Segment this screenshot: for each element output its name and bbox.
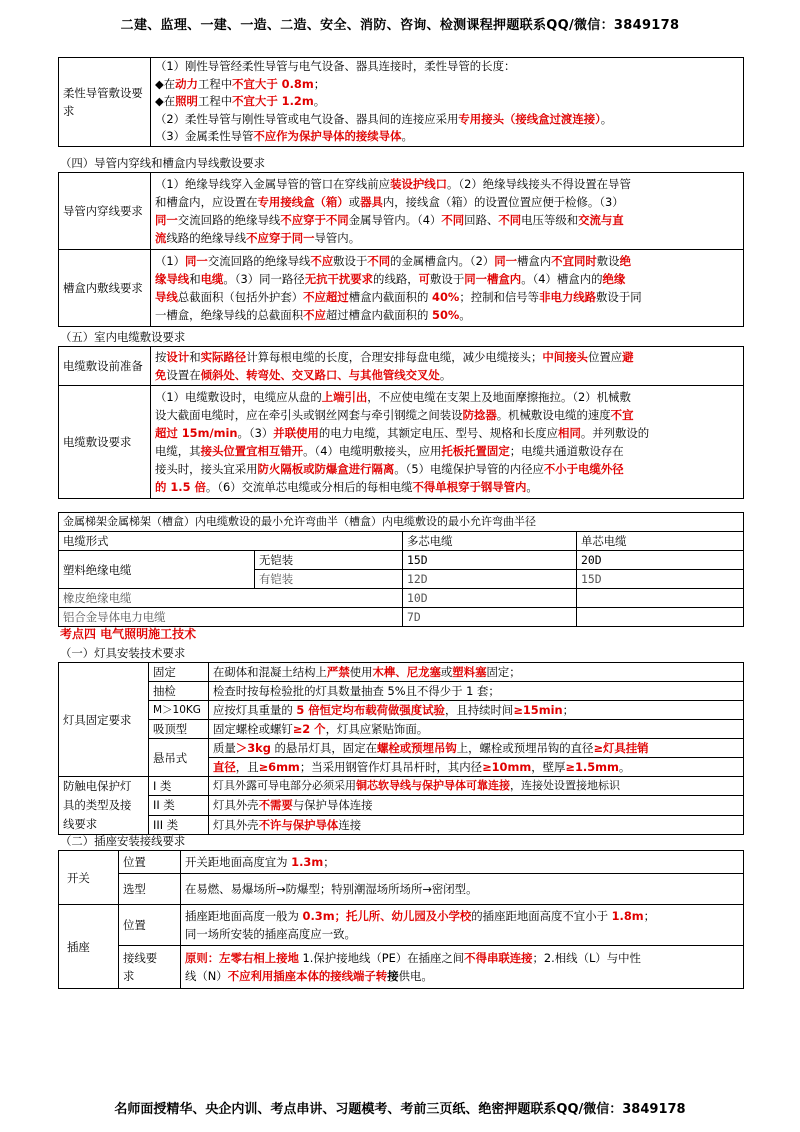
lamp-shock-label: 防触电保护灯 具的类型及接 线要求 — [59, 777, 149, 835]
threading-label: 导管内穿线要求 — [59, 173, 151, 250]
threading-content: （1）绝缘导线穿入金属导管的管口在穿线前应装设护线口。（2）绝缘导线接头不得设置在导管 和槽盒内，应设置在专用接线盒（箱）或器具内，接线盒（箱）的设置位置应便于检修。（3） 同一交流回路的绝缘导线不应穿于不同金属导管内。（4）不同回路、不同电压等级和交流与直 流线路的绝缘导线不应穿于同一导管内。 — [151, 173, 744, 250]
lamp-key: M＞10KG — [149, 701, 209, 720]
lamp-key: 悬吊式 — [149, 739, 209, 777]
section-5-title: （五）室内电缆敷设要求 — [60, 330, 186, 344]
bend-cell — [577, 589, 744, 608]
bend-col-single: 单芯电缆 — [577, 532, 744, 551]
bend-cell: 15D — [403, 551, 577, 570]
switch-label: 开关 — [59, 851, 119, 905]
flex-line-2: ◆在动力工程中不宜大于 0.8m； — [155, 76, 326, 91]
lamp-key: 固定 — [149, 663, 209, 682]
lamp-val: 在砌体和混凝土结构上严禁使用木榫、尼龙塞或塑料塞固定； — [209, 663, 744, 682]
lamp-key: I 类 — [149, 777, 209, 796]
bend-sub-armored: 有铠装 — [255, 570, 403, 589]
flex-line-1: （1）刚性导管经柔性导管与电气设备、器具连接时，柔性导管的长度： — [155, 59, 516, 73]
cable-req-content: （1）电缆敷设时，电缆应从盘的上端引出，不应使电缆在支架上及地面摩擦拖拉。（2）机械敷 设大截面电缆时，应在牵引头或钢丝网套与牵引钢缆之间装设防捻器。机械敷设电缆的速度不宜 超过 15m/min。（3）并联使用的电力电缆，其额定电压、型号、规格和长度应相同。并列敷设的 电缆，其接头位置宜相互错开。（4）电缆明敷接头，应用托板托置固定；电缆共通道敷设存在 接头时，接头宜采用防火隔板或防爆盒进行隔离。（5）电缆保护导管的内径应不小于电缆外径 的 1.5 倍。（6）交流单芯电缆或分相后的每相电缆不得单根穿于钢导管内。 — [151, 386, 744, 499]
lamp-val: 直径，且≥6mm；当采用钢管作灯具吊杆时，其内径≥10mm，壁厚≥1.5mm。 — [209, 758, 744, 777]
lamp-key: 吸顶型 — [149, 720, 209, 739]
bend-col-type: 电缆形式 — [59, 532, 403, 551]
bend-cell — [577, 608, 744, 627]
lamp-val: 灯具外壳不需要与保护导体连接 — [209, 796, 744, 815]
lamp-fix-label: 灯具固定要求 — [59, 663, 149, 777]
lamp-val: 固定螺栓或螺钉≥2 个，灯具应紧贴饰面。 — [209, 720, 744, 739]
bend-radius-table — [58, 512, 744, 627]
page-header: 二建、监理、一建、一造、二造、安全、消防、咨询、检测课程押题联系QQ/微信：3849178 — [120, 18, 680, 33]
switch-pos-val: 开关距地面高度宜为 1.3m； — [181, 851, 744, 874]
socket-wire-key: 接线要 求 — [119, 946, 181, 989]
lamp-val: 质量＞3kg 的悬吊灯具，固定在螺栓或预埋吊钩上，螺栓或预埋吊钩的直径≥灯具挂销 — [209, 739, 744, 758]
lamp-table — [58, 662, 744, 835]
socket-label: 插座 — [59, 905, 119, 989]
bend-cell: 7D — [403, 608, 577, 627]
lamp-key: 抽检 — [149, 682, 209, 701]
sub-2-title: （二）插座安装接线要求 — [60, 834, 186, 848]
bend-cell: 12D — [403, 570, 577, 589]
bend-type-aluminum: 铝合金导体电力电缆 — [59, 608, 403, 627]
flex-line-3: ◆在照明工程中不宜大于 1.2m。 — [155, 94, 326, 109]
switch-type-val: 在易燃、易爆场所→防爆型；特别潮湿场所场所→密闭型。 — [181, 874, 744, 905]
trunking-label: 槽盒内敷线要求 — [59, 250, 151, 327]
flex-conduit-table — [58, 57, 744, 147]
lamp-val: 灯具外露可导电部分必须采用铜芯软导线与保护导体可靠连接，连接处设置接地标识 — [209, 777, 744, 796]
bend-type-plastic: 塑料绝缘电缆 — [59, 551, 255, 589]
flex-conduit-content — [151, 58, 744, 147]
cable-table — [58, 346, 744, 499]
threading-table — [58, 172, 744, 327]
bend-sub-unarmored: 无铠装 — [255, 551, 403, 570]
bend-cell: 20D — [577, 551, 744, 570]
socket-wire-val: 原则：左零右相上接地 1.保护接地线（PE）在插座之间不得串联连接；2.相线（L）与中性 线（N）不应利用插座本体的接线端子转接供电。 — [181, 946, 744, 989]
socket-pos-key: 位置 — [119, 905, 181, 946]
flex-conduit-label: 柔性导管敷设要求 — [59, 58, 151, 147]
flex-line-5: （3）金属柔性导管不应作为保护导体的接续导体。 — [155, 129, 413, 144]
trunking-content: （1）同一交流回路的绝缘导线不应敷设于不同的金属槽盒内。（2）同一槽盒内不宜同时敷设绝 缘导线和电缆。（3）同一路径无抗干扰要求的线路，可敷设于同一槽盒内。（4）槽盒内的绝缘 导线总截面积（包括外护套）不应超过槽盒内截面积的 40%；控制和信号等非电力线路敷设于同 一槽盒，绝缘导线的总截面积不应超过槽盒内截面积的 50%。 — [151, 250, 744, 327]
kaodian-4-title: 考点四 电气照明施工技术 — [60, 627, 197, 641]
cable-prep-content: 按设计和实际路径计算每根电缆的长度，合理安排每盘电缆，减少电缆接头；中间接头位置应避 免设置在倾斜处、转弯处、交叉路口、与其他管线交叉处。 — [151, 347, 744, 386]
socket-pos-val: 插座距地面高度一般为 0.3m；托儿所、幼儿园及小学校的插座距地面高度不宜小于 1.8m； 同一场所安装的插座高度应一致。 — [181, 905, 744, 946]
lamp-key: II 类 — [149, 796, 209, 815]
lamp-key: III 类 — [149, 815, 209, 834]
bend-type-rubber: 橡皮绝缘电缆 — [59, 589, 403, 608]
sub-1-title: （一）灯具安装技术要求 — [60, 646, 186, 660]
bend-cell: 15D — [577, 570, 744, 589]
bend-title: 金属梯架金属梯架（槽盒）内电缆敷设的最小允许弯曲半（槽盒）内电缆敷设的最小允许弯曲半径 — [59, 513, 744, 532]
cable-prep-label: 电缆敷设前准备 — [59, 347, 151, 386]
switch-pos-key: 位置 — [119, 851, 181, 874]
lamp-val: 检查时按每检验批的灯具数量抽查 5%且不得少于 1 套； — [209, 682, 744, 701]
cable-req-label: 电缆敷设要求 — [59, 386, 151, 499]
section-4-title: （四）导管内穿线和槽盒内导线敷设要求 — [60, 156, 266, 170]
bend-col-multi: 多芯电缆 — [403, 532, 577, 551]
lamp-val: 应按灯具重量的 5 倍恒定均布载荷做强度试验，且持续时间≥15min； — [209, 701, 744, 720]
flex-line-4: （2）柔性导管与刚性导管或电气设备、器具间的连接应采用专用接头（接线盒过渡连接）。 — [155, 111, 613, 126]
switch-type-key: 选型 — [119, 874, 181, 905]
lamp-val: 灯具外壳不许与保护导体连接 — [209, 815, 744, 834]
socket-table — [58, 850, 744, 989]
bend-cell: 10D — [403, 589, 577, 608]
page-footer: 名师面授精华、央企内训、考点串讲、习题模考、考前三页纸、绝密押题联系QQ/微信：3849178 — [114, 1102, 686, 1117]
